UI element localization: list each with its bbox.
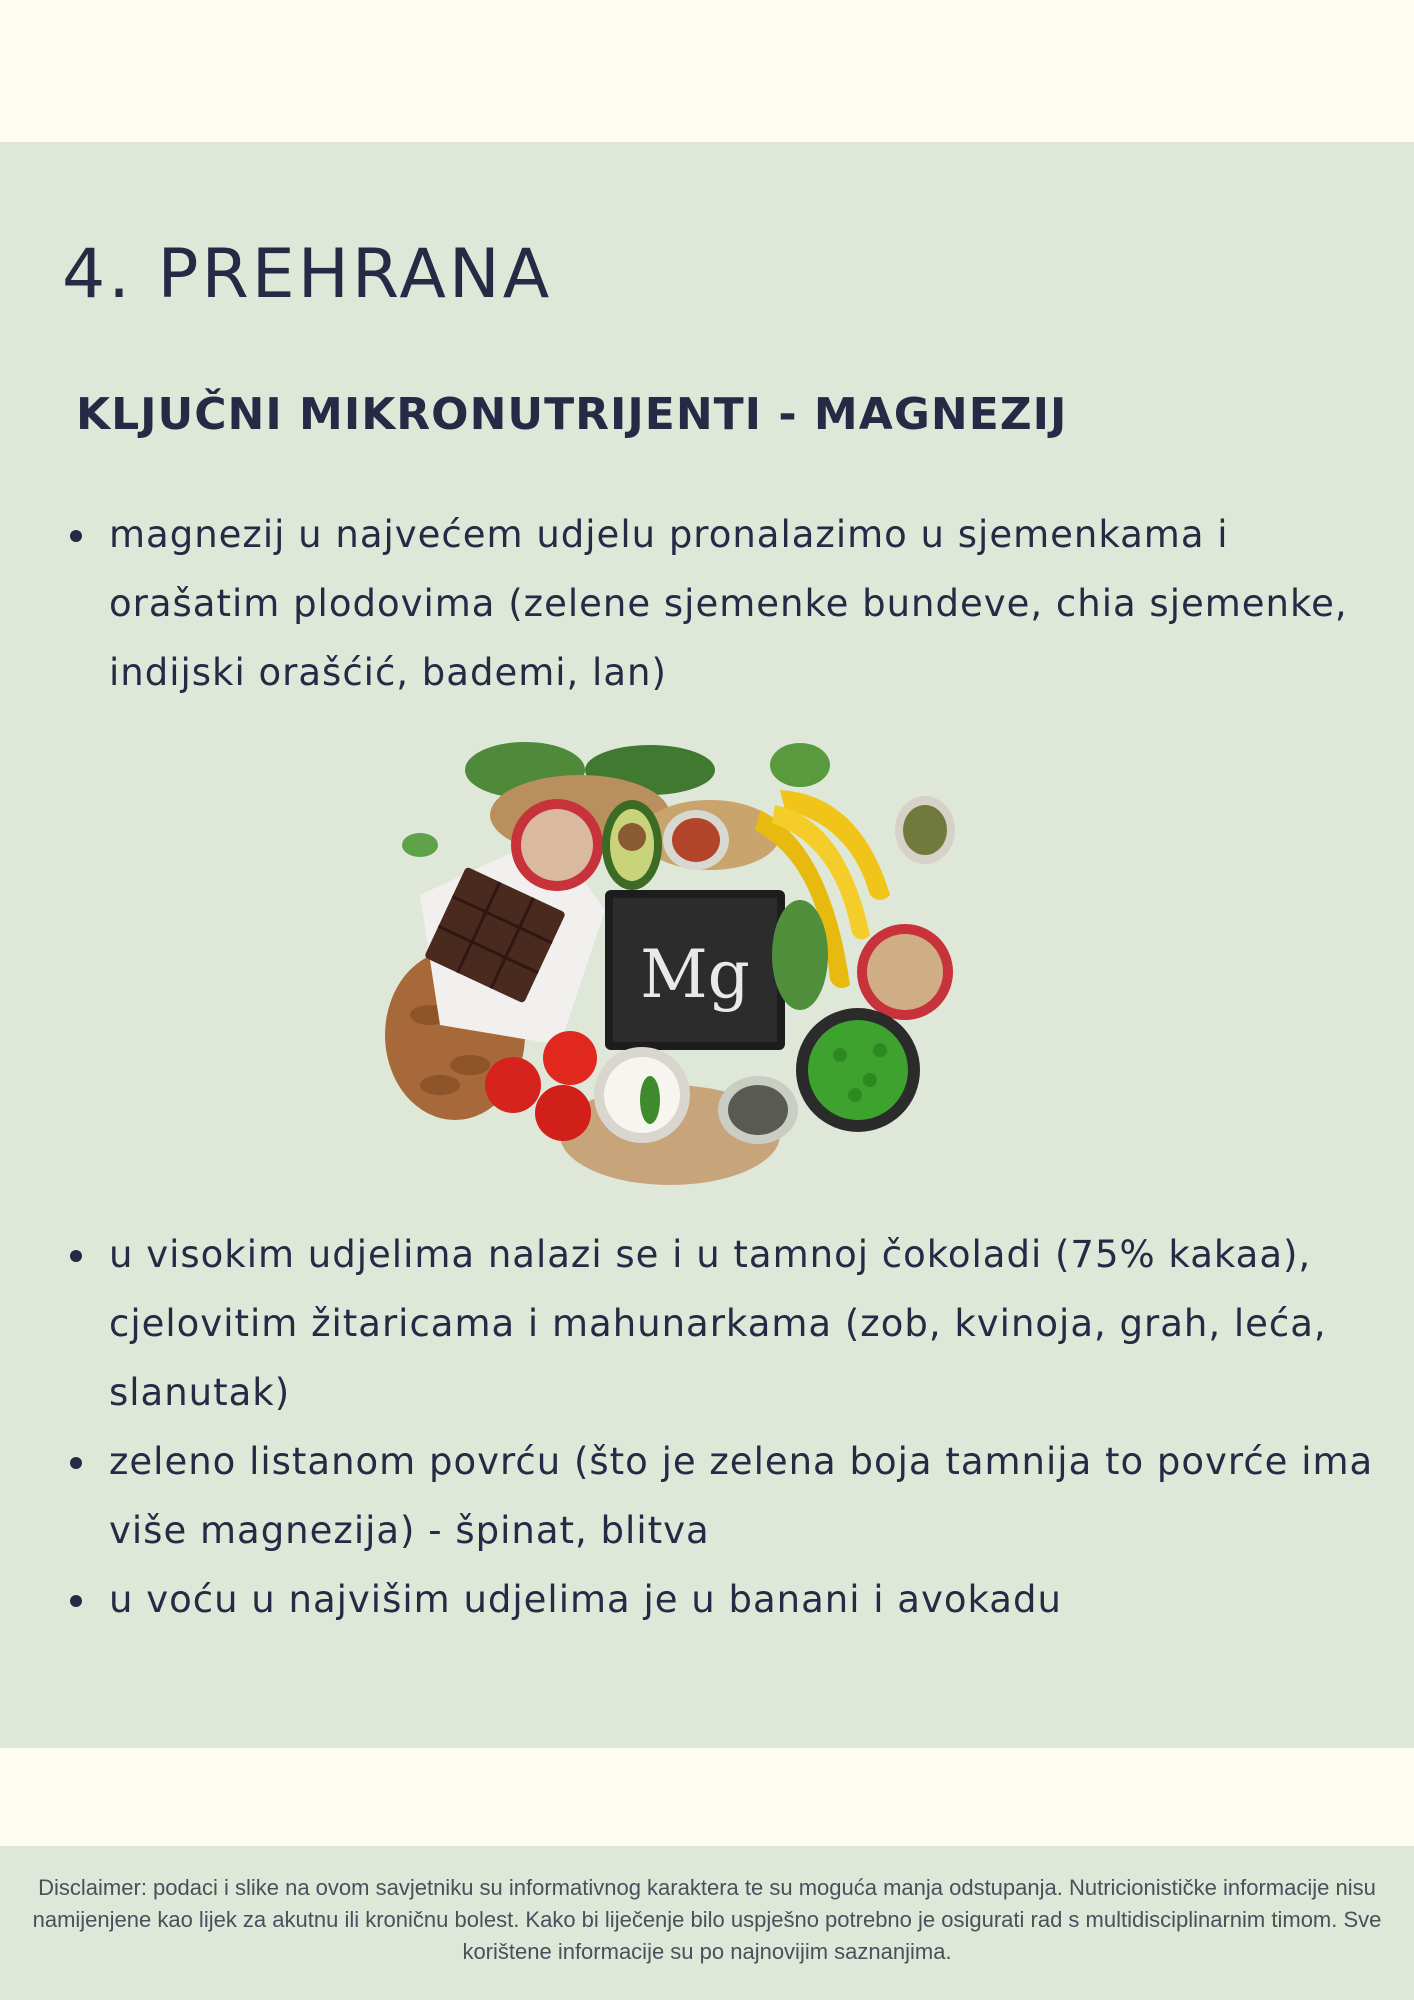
list-item-text: u voću u najvišim udjelima je u banani i avokadu [109,1578,1062,1621]
spice-bowl [663,810,729,870]
bullet-icon [70,1250,82,1262]
kale-side [772,900,828,1010]
bullet-icon [70,1457,82,1469]
list-item-text: zeleno listanom povrću (što je zelena boja tamnija to povrće ima više magnezija) - špinat, blitva [109,1440,1374,1552]
chia-bowl [718,1076,798,1144]
list-item-text: u visokim udjelima nalazi se i u tamnoj čokoladi (75% kakaa), cjelovitim žitaricama i mahunarkama (zob, kvinoja, grah, leća, slanutak) [109,1233,1327,1414]
disclaimer-text: Disclaimer: podaci i slike na ovom savjetniku su informativnog karaktera te su moguća manja odstupanja. Nutricionističke informacije nisu namijenjene kao lijek za akutnu ili kroničnu bolest. Kako bi liječenje bilo uspješno potrebno je osigurati rad s multidisciplinarnim timom. Sve korištene informacije su po najnovijim saznanjima. [32,1875,1382,1964]
list-item [0,1427,1414,1565]
list-item [0,500,1414,707]
pumpkin-seeds-bowl [895,796,955,864]
bullet-icon [70,1595,82,1607]
peas-bowl [796,1008,920,1132]
grain-bowl [511,799,603,891]
avocado [602,800,662,890]
list-item [0,1220,1414,1427]
magnesium-foods-image [380,735,980,1195]
yogurt-bowl [594,1047,690,1143]
section-subtitle: KLJUČNI MIKRONUTRIJENTI - MAGNEZIJ [76,389,1068,440]
list-item [0,1565,1414,1634]
bullet-list-bottom [0,1220,1414,1634]
bullet-list-top [0,500,1414,707]
quinoa-bowl [857,924,953,1020]
chalkboard [605,890,785,1050]
list-item-text: magnezij u najvećem udjelu pronalazimo u sjemenkama i orašatim plodovima (zelene sjemenke bundeve, chia sjemenke, indijski orašćić, bademi, lan) [109,513,1348,694]
bullet-icon [70,530,82,542]
page-title: 4. PREHRANA [62,235,553,314]
chalkboard-label: Mg [640,936,750,1013]
